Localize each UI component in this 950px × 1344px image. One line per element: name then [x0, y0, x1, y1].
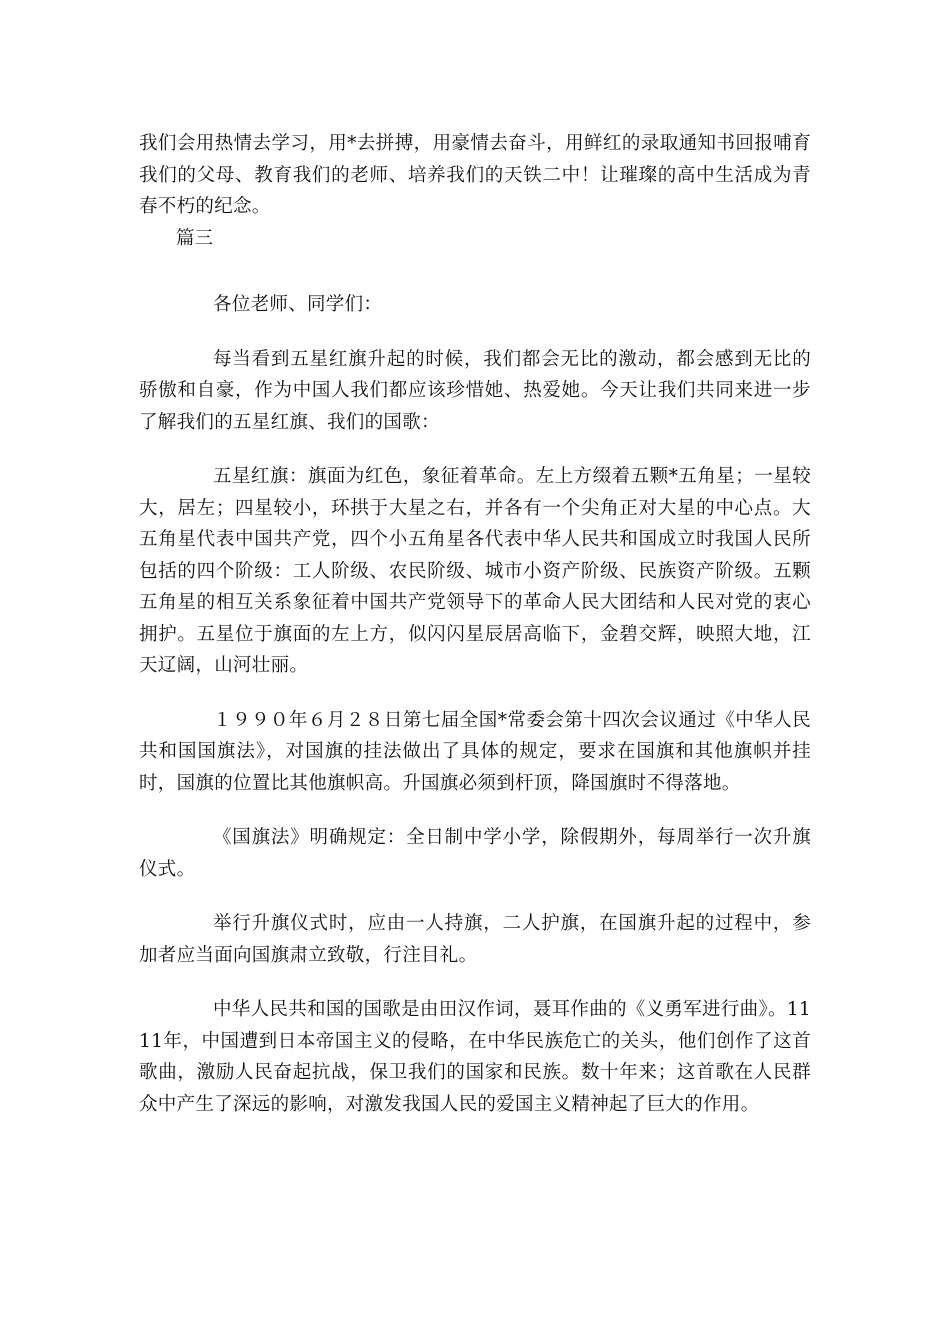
paragraph-flag-ceremony-rule: 《国旗法》明确规定：全日制中学小学，除假期外，每周举行一次升旗仪式。: [139, 827, 811, 880]
document-body: [139, 128, 811, 1120]
paragraph-closing-pledge: 我们会用热情去学习，用*去拼搏，用豪情去奋斗，用鲜红的录取通知书回报哺育我们的父母、教育我们的老师、培养我们的天铁二中！让璀璨的高中生活成为青春不朽的纪念。: [139, 133, 811, 217]
section-heading: 篇三: [176, 227, 214, 249]
paragraph-flag-description: 五星红旗：旗面为红色，象征着革命。左上方缀着五颗*五角星；一星较大，居左；四星较小，环拱于大星之右，并各有一个尖角正对大星的中心点。大五角星代表中国共产党，四个小五角星各代表中华人民共和国成立时我国人民所包括的四个阶级：工人阶级、农民阶级、城市小资产阶级、民族资产阶级。五颗五角星的相互关系象征着中国共产党领导下的革命人民大团结和人民对党的衷心拥护。五星位于旗面的左上方，似闪闪星辰居高临下，金碧交辉，映照大地，江天辽阔，山河壮丽。: [139, 466, 811, 676]
paragraph-ceremony-procedure: 举行升旗仪式时，应由一人持旗，二人护旗，在国旗升起的过程中，参加者应当面向国旗肃立致敬，行注目礼。: [139, 913, 811, 966]
paragraph-national-anthem: 中华人民共和国的国歌是由田汉作词，聂耳作曲的《义勇军进行曲》。1111年，中国遭到日本帝国主义的侵略，在中华民族危亡的关头，他们创作了这首歌曲，激励人民奋起抗战，保卫我们的国家和民族。数十年来；这首歌在人民群众中产生了深远的影响，对激发我国人民的爱国主义精神起了巨大的作用。: [139, 999, 811, 1115]
paragraph-greeting: 各位老师、同学们：: [213, 294, 383, 315]
paragraph-introduction: 每当看到五星红旗升起的时候，我们都会无比的激动，都会感到无比的骄傲和自豪，作为中国人我们都应该珍惜她、热爱她。今天让我们共同来进一步了解我们的五星红旗、我们的国歌：: [139, 348, 811, 433]
paragraph-flag-law: １９９０年６月２８日第七届全国*常委会第十四次会议通过《中华人民共和国国旗法》，对国旗的挂法做出了具体的规定，要求在国旗和其他旗帜并挂时，国旗的位置比其他旗帜高。升国旗必须到杆顶，降国旗时不得落地。: [139, 709, 811, 794]
